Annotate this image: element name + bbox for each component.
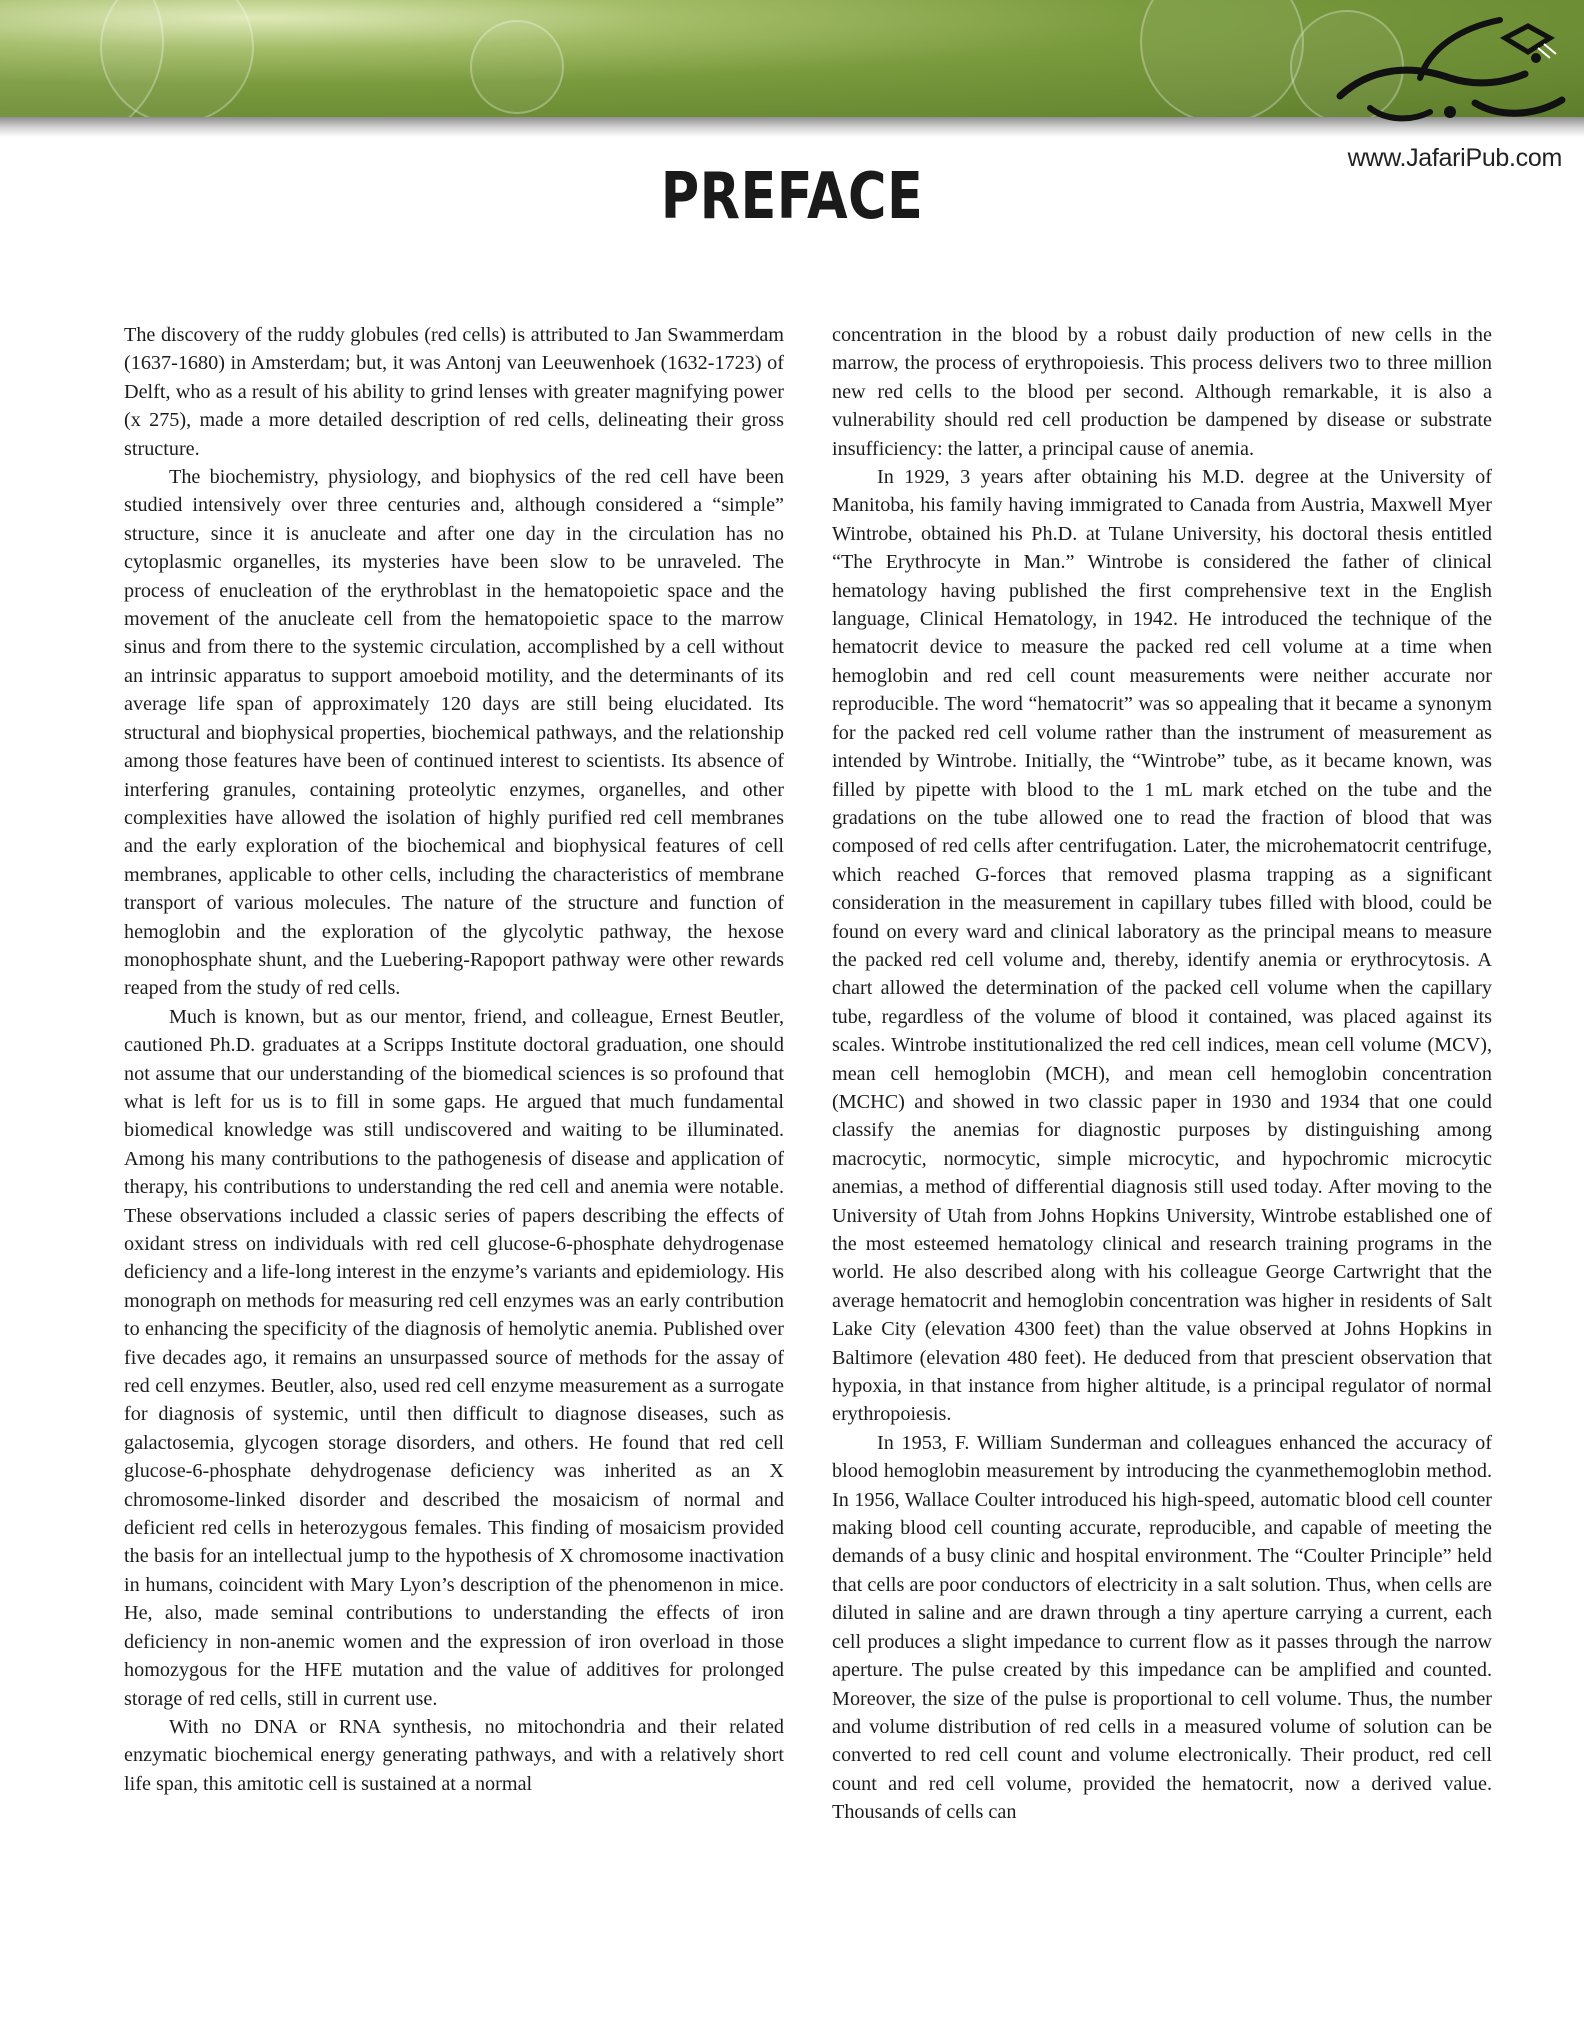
paragraph: The biochemistry, physiology, and biophysics of the red cell have been studied intensively over three centuries and, although considered a “simple” structure, since it is anucleate and after one day in the circulation has no cytoplasmic organelles, its mysteries have been slow to be unraveled. The process of enucleation of the erythroblast in the hematopoietic space and the movement of the anucleate cell from the hematopoietic space to the marrow sinus and from there to the systemic circulation, accomplished by a cell without an intrinsic apparatus to support amoeboid motility, and the determinants of its average life span of approximately 120 days are still being elucidated. Its structural and biophysical properties, biochemical pathways, and the relationship among those features have been of continued interest to scientists. Its absence of interfering granules, containing proteolytic enzymes, organelles, and other complexities have allowed the isolation of highly purified red cell membranes and the early exploration of the biochemical and biophysical features of cell membranes, applicable to other cells, including the characteristics of membrane transport of various molecules. The nature of the structure and function of hemoglobin and the exploration of the glycolytic pathway, the hexose monophosphate shunt, and the Luebering-Rapoport pathway were other rewards reaped from the study of red cells. [124,466,784,1000]
decorative-bubble [470,20,564,114]
paragraph: Much is known, but as our mentor, friend, and colleague, Ernest Beutler, cautioned Ph.D. graduates at a Scripps Institute doctoral graduation, one should not assume that our understanding of the biomedical sciences is so profound that what is left for us is to fill in some gaps. He argued that much fundamental biomedical knowledge was still undiscovered and waiting to be illuminated. Among his many contributions to the pathogenesis of disease and application of therapy, his contributions to understanding the red cell and anemia were notable. These observations included a classic series of papers describing the effects of oxidant stress on individuals with red cell glucose-6-phosphate dehydrogenase deficiency and a life-long interest in the enzyme’s variants and epidemiology. His monograph on methods for measuring red cell enzymes was an early contribution to enhancing the specificity of the diagnosis of hemolytic anemia. Published over five decades ago, it remains an unsurpassed source of methods for the assay of red cell enzymes. Beutler, also, used red cell enzyme measurement as a surrogate for diagnosis of systemic, until then difficult to diagnose diseases, such as galactosemia, glycogen storage disorders, and others. He found that red cell glucose-6-phosphate dehydrogenase deficiency was inherited as an X chromosome-linked disorder and described the mosaicism of normal and deficient red cells in heterozygous females. This finding of mosaicism provided the basis for an intellectual jump to the hypothesis of X chromosome inactivation in humans, coincident with Mary Lyon’s description of the phenomenon in mice. He, also, made seminal contributions to understanding the effects of iron deficiency in non-anemic women and the expression of iron overload in those homozygous for the HFE mutation and the value of additives for prolonged storage of red cells, still in current use. [124,1005,784,1710]
paragraph: In 1953, F. William Sunderman and colleagues enhanced the accuracy of blood hemoglobin measurement by introducing the cyanmethemoglobin method. In 1956, Wallace Coulter introduced his high-speed, automatic blood cell counter making blood cell counting accurate, reproducible, and capable of meeting the demands of a busy clinic and hospital environment. The “Coulter Principle” held that cells are poor conductors of electricity in a salt solution. Thus, when cells are diluted in saline and are drawn through a tiny aperture carrying a current, each cell produces a slight impedance to current flow as it passes through the narrow aperture. The pulse created by this impedance can be amplified and counted. Moreover, the size of the pulse is proportional to cell volume. Thus, the number and volume distribution of red cells in a measured volume of solution can be converted to red cell count and volume electronically. Their product, red cell count and red cell volume, provided the hematocrit, now a derived value. Thousands of cells can [832,1431,1492,1824]
decorative-bubble [1140,0,1304,117]
left-column [124,321,784,1798]
paragraph: concentration in the blood by a robust daily production of new cells in the marrow, the process of erythropoiesis. This process delivers two to three million new red cells to the blood per second. Although remarkable, it is also a vulnerability should red cell production be dampened by disease or substrate insufficiency: the latter, a principal cause of anemia. [832,324,1492,460]
decorative-bubble [100,0,254,117]
page-title: PREFACE [660,160,924,234]
paragraph: With no DNA or RNA synthesis, no mitochondria and their related enzymatic biochemical energy generating pathways, and with a relatively short life span, this amitotic cell is sustained at a normal [124,1715,784,1795]
publisher-url: www.JafariPub.com [1347,144,1562,172]
right-column [832,321,1492,1827]
publisher-logo [1300,8,1570,172]
paragraph: In 1929, 3 years after obtaining his M.D. degree at the University of Manitoba, his family having immigrated to Canada from Austria, Maxwell Myer Wintrobe, obtained his Ph.D. at Tulane University, his doctoral thesis entitled “The Erythrocyte in Man.” Wintrobe is considered the father of clinical hematology having published the first comprehensive text in the English language, Clinical Hematology, in 1942. He introduced the technique of the hematocrit device to measure the packed red cell volume at a time when hemoglobin and red cell count measurements were neither accurate nor reproducible. The word “hematocrit” was so appealing that it became a synonym for the packed red cell volume rather than the instrument of measurement as intended by Wintrobe. Initially, the “Wintrobe” tube, as it became known, was filled by pipette with blood to the 1 mL mark etched on the tube and the gradations on the tube allowed one to read the fraction of blood that was composed of red cells after centrifugation. Later, the microhematocrit centrifuge, which reached G-forces that removed plasma trapping as a significant consideration in the measurement in capillary tubes filled with blood, could be found on every ward and clinical laboratory as the principal means to measure the packed red cell volume and, thereby, identify anemia or erythrocytosis. A chart allowed the determination of the packed cell volume when the capillary tube, regardless of the volume of blood it contained, was placed against its scales. Wintrobe institutionalized the red cell indices, mean cell volume (MCV), mean cell hemoglobin (MCH), and mean cell hemoglobin concentration (MCHC) and showed in two classic paper in 1930 and 1934 that one could classify the anemias for diagnostic purposes by distinguishing among macrocytic, normocytic, simple microcytic, and hypochromic microcytic anemias, a method of differential diagnosis still used today. After moving to the University of Utah from Johns Hopkins University, Wintrobe established one of the most esteemed hematology clinical and research training programs in the world. He also described along with his colleague George Cartwright that the average hematocrit and hemoglobin concentration was higher in residents of Salt Lake City (elevation 4300 feet) than the value observed at Johns Hopkins in Baltimore (elevation 480 feet). He deduced from that prescient observation that hypoxia, in that instance from higher altitude, is a principal regulator of normal erythropoiesis. [832,466,1492,1426]
calligraphy-logo-icon [1300,8,1570,138]
paragraph: The discovery of the ruddy globules (red cells) is attributed to Jan Swammerdam (1637-1680) in Amsterdam; but, it was Antonj van Leeuwenhoek (1632-1723) of Delft, who as a result of his ability to grind lenses with greater magnifying power (x 275), made a more detailed description of red cells, delineating their gross structure. [124,324,784,460]
